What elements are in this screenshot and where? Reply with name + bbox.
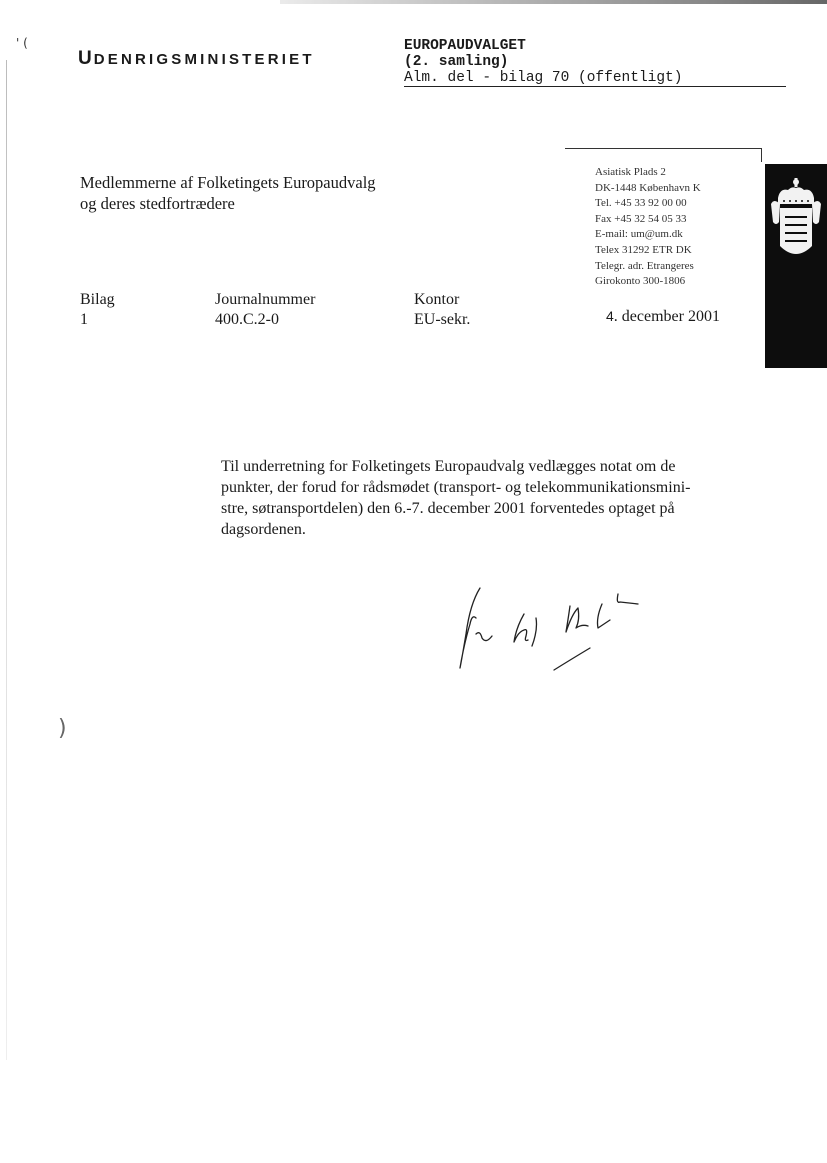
body-line: Til underretning for Folketingets Europaudvalg vedlægges notat om de <box>221 458 676 475</box>
royal-crest-icon <box>770 176 822 272</box>
address-line: Tel. +45 33 92 00 00 <box>595 197 687 210</box>
scan-mark-bracket: ) <box>58 716 67 741</box>
kontor-label: Kontor <box>414 291 460 308</box>
address-line: E-mail: um@um.dk <box>595 228 683 241</box>
date-day: 4 <box>606 308 614 324</box>
letter-body <box>221 456 741 540</box>
handwritten-signature <box>452 584 652 676</box>
committee-stamp <box>404 38 682 86</box>
address-line: Asiatisk Plads 2 <box>595 166 666 178</box>
stamp-session: (2. samling) <box>404 54 509 70</box>
recipient-line: og deres stedfortrædere <box>80 194 235 213</box>
address-line: Telex 31292 ETR DK <box>595 243 692 256</box>
bilag-value: 1 <box>80 311 88 328</box>
bilag-label: Bilag <box>80 291 115 308</box>
scan-margin-line <box>6 60 7 1060</box>
recipient-block <box>80 172 376 214</box>
journal-value: 400.C.2-0 <box>215 311 279 328</box>
address-line: Telegr. adr. Etrangeres <box>595 259 694 272</box>
scan-mark: ' ( <box>16 36 28 50</box>
address-line: Girokonto 300-1806 <box>595 275 686 288</box>
ministry-name: UDENRIGSMINISTERIET <box>78 48 315 69</box>
address-rule <box>565 148 761 149</box>
kontor-value: EU-sekr. <box>414 311 471 328</box>
letter-date <box>606 308 720 326</box>
scan-artifact-top <box>280 0 827 4</box>
body-line: stre, søtransportdelen) den 6.-7. december 2001 forventedes optaget på <box>221 500 675 517</box>
sender-address <box>595 165 701 290</box>
stamp-underline <box>404 86 786 87</box>
kontor-column <box>414 290 470 330</box>
journal-label: Journalnummer <box>215 291 316 308</box>
address-line: Fax +45 32 54 05 33 <box>595 212 687 225</box>
date-rest: . december 2001 <box>613 308 720 325</box>
address-line: DK-1448 København K <box>595 181 701 194</box>
bilag-column <box>80 290 115 330</box>
body-line: punkter, der forud for rådsmødet (transport- og telekommunikationsmini- <box>221 479 691 496</box>
recipient-line: Medlemmerne af Folketingets Europaudvalg <box>80 173 376 192</box>
address-rule-tick <box>761 148 762 162</box>
stamp-reference: Alm. del - bilag 70 (offentligt) <box>404 70 683 86</box>
journal-column <box>215 290 315 330</box>
body-line: dagsordenen. <box>221 521 306 538</box>
stamp-committee: EUROPAUDVALGET <box>404 38 526 54</box>
